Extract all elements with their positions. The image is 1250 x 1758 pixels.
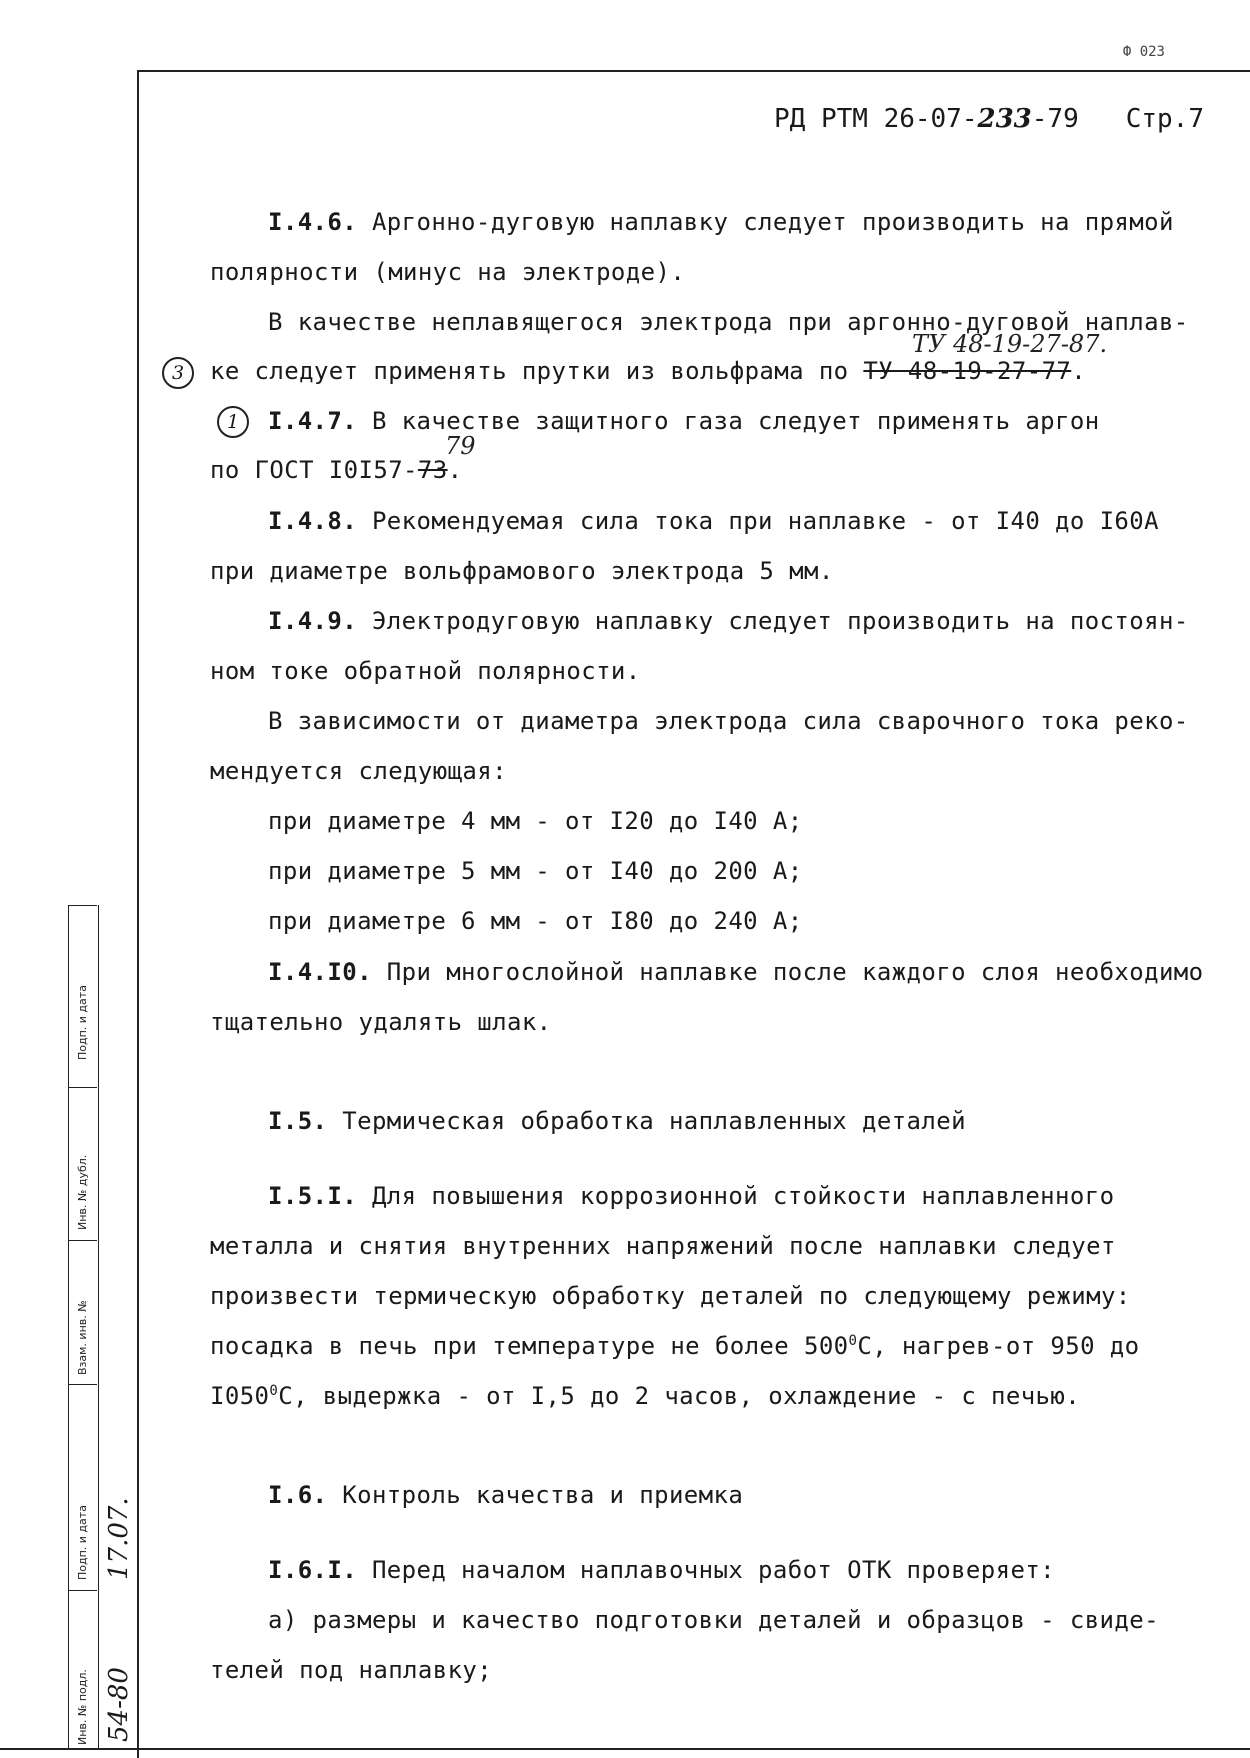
para-1-4-6b-line-1: В качестве неплавящегося электрода при аргонно-дуговой наплав- (268, 308, 1189, 336)
para-1-4-8-line-2: при диаметре вольфрамового электрода 5 мм. (210, 557, 834, 585)
margin-label-replaced-inv: Взам. инв. № (76, 1300, 89, 1375)
text: . (447, 456, 463, 484)
text: При многослойной наплавке после каждого слоя необходимо (371, 958, 1204, 986)
frame-left-rule (137, 70, 139, 1758)
text: Рекомендуемая сила тока при наплавке - от I40 до I60A (357, 507, 1159, 535)
text: С, выдержка - от I,5 до 2 часов, охлаждение - с печью. (278, 1382, 1081, 1410)
para-1-6-1-line-1 (268, 1556, 1055, 1584)
text: Перед началом наплавочных работ ОТК проверяет: (357, 1556, 1056, 1584)
margin-stamp-divider (68, 1590, 97, 1591)
section-1-5-heading (268, 1107, 966, 1135)
handwritten-inventory-number: 54-80 (104, 1667, 134, 1742)
para-1-4-10-line-1 (268, 958, 1204, 986)
clause-number: I.4.8. (268, 507, 358, 535)
section-number: I.6. (268, 1481, 328, 1509)
para-1-5-1-line-1 (268, 1182, 1114, 1210)
para-1-4-9b-line-1: В зависимости от диаметра электрода сила сварочного тока реко- (268, 707, 1189, 735)
margin-label-sign-date-2: Подп. и дата (76, 1505, 89, 1580)
clause-number: I.4.I0. (268, 958, 372, 986)
margin-stamp-divider (68, 905, 97, 906)
section-number: I.5. (268, 1107, 328, 1135)
revision-mark-1: 1 (217, 406, 249, 438)
margin-stamp-divider (68, 1384, 97, 1385)
para-1-6-1-line-3: телей под наплавку; (210, 1656, 493, 1684)
text: С, нагрев-от 950 до (857, 1332, 1140, 1360)
frame-top-rule (137, 70, 1250, 72)
text: по ГОСТ I0I57- (210, 456, 418, 484)
text: Для повышения коррозионной стойкости наплавленного (357, 1182, 1115, 1210)
document-header (774, 104, 1204, 134)
text: Электродуговую наплавку следует производить на постоян- (357, 607, 1189, 635)
text: ке следует применять прутки из вольфрама по (210, 357, 864, 385)
clause-number: I.4.9. (268, 607, 358, 635)
para-1-4-9b-line-2: мендуется следующая: (210, 757, 507, 785)
list-item: при диаметре 5 мм - от I40 до 200 А; (268, 857, 803, 885)
para-1-4-6-line-2: полярности (минус на электроде). (210, 258, 686, 286)
margin-label-dup-inv: Инв. № дубл. (76, 1154, 89, 1230)
page-number: Стр.7 (1125, 104, 1204, 134)
para-1-4-7-line-2 (210, 456, 462, 484)
margin-label-orig-inv: Инв. № подл. (76, 1669, 89, 1745)
text: I050 (210, 1382, 270, 1410)
para-1-4-7-line-1 (268, 407, 1100, 435)
clause-number: I.6.I. (268, 1556, 358, 1584)
doc-code-suffix: -79 (1031, 104, 1079, 134)
handwritten-new-year: 79 (445, 432, 476, 460)
clause-number: I.4.7. (268, 407, 358, 435)
para-1-5-1-line-4 (210, 1332, 1140, 1360)
doc-code-prefix: РД РТМ 26-07- (774, 104, 978, 134)
para-1-6-1-line-2: а) размеры и качество подготовки деталей и образцов - свиде- (268, 1606, 1159, 1634)
clause-number: I.5.I. (268, 1182, 358, 1210)
frame-bottom-rule (0, 1748, 1250, 1750)
text: посадка в печь при температуре не более 500 (210, 1332, 849, 1360)
para-1-4-9-line-1 (268, 607, 1189, 635)
margin-label-sign-date-1: Подп. и дата (76, 985, 89, 1060)
para-1-4-6-line-1 (268, 208, 1174, 236)
section-1-6-heading (268, 1481, 743, 1509)
text: . (1071, 357, 1087, 385)
degree-sign: 0 (848, 1333, 858, 1349)
struck-old-year: 73 (417, 456, 448, 484)
form-code: Ф 023 (1122, 44, 1165, 60)
text: Аргонно-дуговую наплавку следует производить на прямой (357, 208, 1174, 236)
para-1-5-1-line-3: произвести термическую обработку деталей по следующему режиму: (210, 1282, 1131, 1310)
section-title: Термическая обработка наплавленных деталей (327, 1107, 966, 1135)
para-1-5-1-line-2: металла и снятия внутренних напряжений после наплавки следует (210, 1232, 1116, 1260)
degree-sign: 0 (269, 1383, 279, 1399)
para-1-5-1-line-5 (210, 1382, 1080, 1410)
para-1-4-9-line-2: ном токе обратной полярности. (210, 657, 641, 685)
handwritten-date: 17.07. (104, 1497, 134, 1580)
section-title: Контроль качества и приемка (327, 1481, 744, 1509)
list-item: при диаметре 6 мм - от I80 до 240 А; (268, 907, 803, 935)
clause-number: I.4.6. (268, 208, 358, 236)
text: В качестве защитного газа следует применять аргон (357, 407, 1100, 435)
struck-old-ref: ТУ 48-19-27-77 (863, 357, 1072, 385)
doc-number: 233 (977, 104, 1032, 134)
revision-mark-3: 3 (162, 357, 194, 389)
para-1-4-6b-line-2 (210, 357, 1086, 385)
list-item: при диаметре 4 мм - от I20 до I40 А; (268, 807, 803, 835)
para-1-4-10-line-2: тщательно удалять шлак. (210, 1008, 552, 1036)
para-1-4-8-line-1 (268, 507, 1159, 535)
handwritten-new-ref: ТУ 48-19-27-87. (912, 330, 1108, 358)
